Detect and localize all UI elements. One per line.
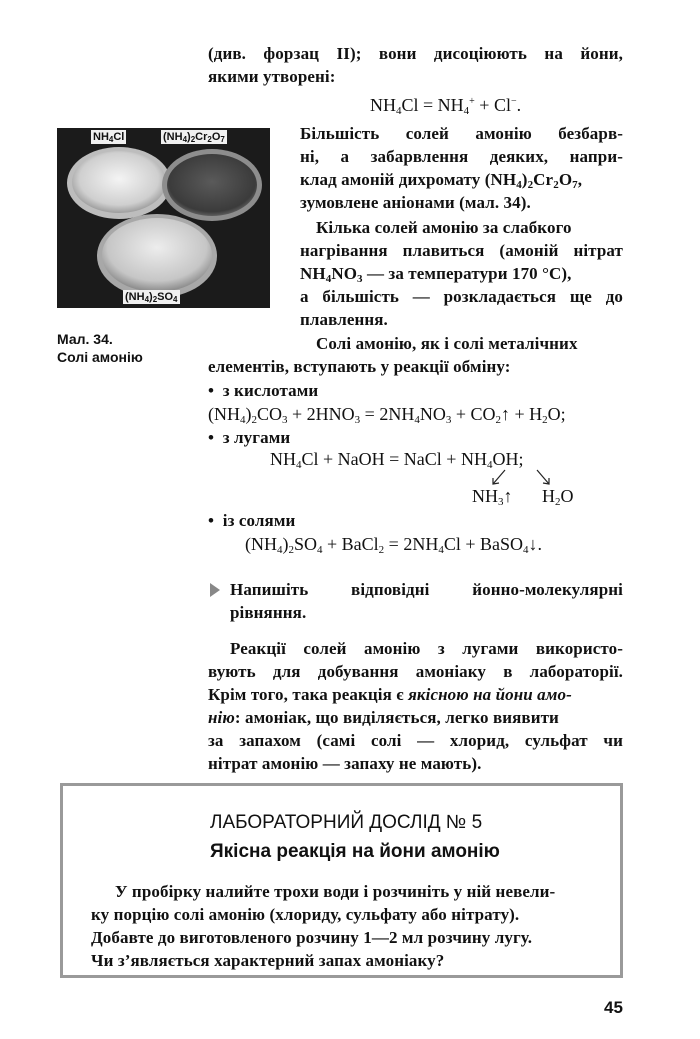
para4-line-4: нію: амоніак, що виділяється, легко виявити bbox=[208, 708, 559, 727]
product-ammonia: $NH_3↑$ bbox=[472, 486, 513, 508]
task-line-2: рівняння. bbox=[230, 603, 307, 622]
para2-line-5: плавлення. bbox=[300, 310, 388, 329]
para2-line-4: а більшість — розкладається ще до bbox=[300, 287, 623, 306]
para1-line-1: Більшість солей амонію безбарв- bbox=[300, 124, 623, 143]
equation-acids: $(NH_4)_2CO_3 + 2HNO_3 = 2NH_4NO_3$ + $CO_2↑ + H_2O$; bbox=[208, 404, 566, 426]
figure-caption-number: Мал. 34. bbox=[57, 331, 113, 347]
para3-line-1: Солі амонію, як і солі металічних bbox=[316, 334, 578, 353]
figure-ammonium-salts-photo bbox=[57, 128, 270, 308]
para4-line-2: вують для добування амоніаку в лабораторії. bbox=[208, 662, 623, 681]
page-number: 45 bbox=[604, 998, 623, 1017]
para1-line-4: зумовлене аніонами (мал. 34). bbox=[300, 193, 531, 212]
lab-line-3: Добавте до виготовленого розчину 1—2 мл розчину лугу. bbox=[91, 928, 533, 947]
task-arrow-icon bbox=[210, 583, 220, 602]
equation-salts: $(NH_4)_2SO_4$ + BaCl$_2$ = $2NH_4Cl$ + BaSO$_4$↓. bbox=[245, 534, 542, 556]
para4-line-3: Крім того, така реакція є якісною на йони амо- bbox=[208, 685, 572, 704]
para1-line-3: клад амоній дихромату $(NH_4)_2Cr_2O_7$, bbox=[300, 170, 583, 191]
task-line-1: Напишіть відповідні йонно-молекулярні bbox=[230, 580, 623, 599]
equation-dissociation: $NH_4Cl = NH_4^+ + Cl^-$. bbox=[370, 95, 522, 117]
intro-line-2: якими утворені: bbox=[208, 67, 336, 86]
para4-line-1: Реакції солей амонію з лугами використо- bbox=[230, 639, 623, 658]
petri-dishes-illustration bbox=[57, 128, 270, 308]
lab-line-1: У пробірку налийте трохи води і розчиніть у ній невели- bbox=[115, 882, 556, 901]
bullet-salts: • із солями bbox=[208, 511, 296, 530]
para2-line-3: $NH_4NO_3$ — за температури 170 °C), bbox=[300, 264, 572, 285]
lab-experiment-box bbox=[60, 783, 623, 978]
label-nh4cl: $NH_4Cl$ bbox=[93, 131, 125, 144]
para4-line-5: за запахом (самі солі — хлорид, сульфат чи bbox=[208, 731, 623, 750]
lab-line-4: Чи з’являється характерний запах амоніаку? bbox=[91, 951, 445, 970]
label-dichromate: $(NH_4)_2Cr_2O_7$ bbox=[163, 131, 225, 144]
bullet-alkalis: • з лугами bbox=[208, 428, 291, 447]
lab-title: ЛАБОРАТОРНИЙ ДОСЛІД № 5 bbox=[210, 812, 483, 833]
figure-caption-text: Солі амонію bbox=[57, 349, 143, 365]
lab-subtitle: Якісна реакція на йони амонію bbox=[210, 841, 500, 862]
para3-line-2: елементів, вступають у реакції обміну: bbox=[208, 357, 511, 376]
bullet-acids: • з кислотами bbox=[208, 381, 319, 400]
para4-line-6: нітрат амонію — запаху не мають). bbox=[208, 754, 482, 773]
label-sulfate: $(NH_4)_2SO_4$ bbox=[125, 291, 178, 304]
para1-line-2: ні, а забарвлення деяких, напри- bbox=[300, 147, 623, 166]
lab-line-2: ку порцію солі амонію (хлориду, сульфату або нітрату). bbox=[91, 905, 520, 924]
intro-line-1: (див. форзац ІІ); вони дисоціюють на йони, bbox=[208, 44, 623, 63]
para2-line-1: Кілька солей амонію за слабкого bbox=[316, 218, 572, 237]
para2-line-2: нагрівання плавиться (амоній нітрат bbox=[300, 241, 623, 260]
equation-alkalis: $NH_4Cl$ + NaOH = NaCl + $NH_4OH$; bbox=[270, 449, 524, 471]
product-water: $H_2O$ bbox=[542, 486, 574, 508]
